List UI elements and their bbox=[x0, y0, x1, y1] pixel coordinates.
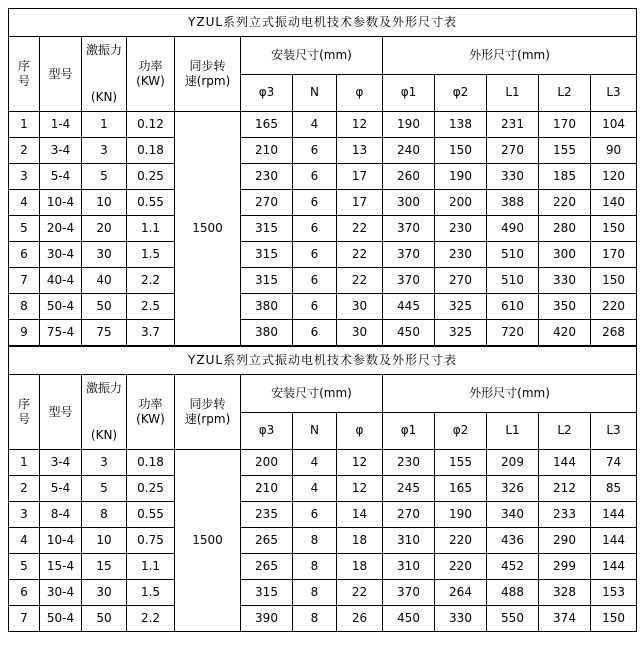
cell-power-kw: 0.55 bbox=[127, 502, 175, 528]
power-unit: (KW) bbox=[136, 412, 165, 426]
cell-l3: 90 bbox=[591, 138, 637, 164]
cell-power-kw: 0.18 bbox=[127, 138, 175, 164]
cell-phi2: 190 bbox=[435, 164, 487, 190]
cell-phi3: 235 bbox=[241, 502, 293, 528]
cell-phi3: 315 bbox=[241, 216, 293, 242]
cell-model: 40-4 bbox=[40, 268, 82, 294]
cell-force-kn: 50 bbox=[82, 606, 127, 632]
cell-l2: 280 bbox=[539, 216, 591, 242]
cell-phi1: 370 bbox=[383, 268, 435, 294]
col-header-phi1: φ1 bbox=[383, 412, 435, 450]
cell-l1: 436 bbox=[487, 528, 539, 554]
cell-force-kn: 3 bbox=[82, 138, 127, 164]
cell-phi2: 330 bbox=[435, 606, 487, 632]
cell-force-kn: 1 bbox=[82, 112, 127, 138]
table-row bbox=[9, 554, 637, 580]
cell-l1: 610 bbox=[487, 294, 539, 320]
cell-model: 10-4 bbox=[40, 528, 82, 554]
cell-phi3: 200 bbox=[241, 450, 293, 476]
cell-phi2: 220 bbox=[435, 528, 487, 554]
speed-label-line2: 速(rpm) bbox=[184, 74, 231, 88]
cell-seq: 2 bbox=[9, 476, 40, 502]
col-header-phi2: φ2 bbox=[435, 74, 487, 112]
cell-l1: 720 bbox=[487, 320, 539, 346]
col-header-l3: L3 bbox=[591, 74, 637, 112]
cell-model: 5-4 bbox=[40, 164, 82, 190]
col-header-phi: φ bbox=[337, 412, 383, 450]
cell-seq: 3 bbox=[9, 164, 40, 190]
cell-phi2: 155 bbox=[435, 450, 487, 476]
cell-power-kw: 1.1 bbox=[127, 554, 175, 580]
cell-phi3: 270 bbox=[241, 190, 293, 216]
cell-l1: 270 bbox=[487, 138, 539, 164]
col-group-mounting-dims: 安装尺寸(mm) bbox=[241, 37, 383, 75]
cell-phi1: 370 bbox=[383, 580, 435, 606]
header-row-groups bbox=[9, 375, 637, 413]
cell-phi2: 230 bbox=[435, 216, 487, 242]
cell-phi2: 190 bbox=[435, 502, 487, 528]
cell-seq: 6 bbox=[9, 242, 40, 268]
cell-force-kn: 8 bbox=[82, 502, 127, 528]
cell-l2: 155 bbox=[539, 138, 591, 164]
cell-phi2: 220 bbox=[435, 554, 487, 580]
cell-force-kn: 10 bbox=[82, 190, 127, 216]
cell-phi1: 450 bbox=[383, 320, 435, 346]
cell-power-kw: 0.18 bbox=[127, 450, 175, 476]
cell-l3: 268 bbox=[591, 320, 637, 346]
cell-model: 10-4 bbox=[40, 190, 82, 216]
force-label: 激振力 bbox=[85, 381, 122, 395]
cell-l3: 150 bbox=[591, 268, 637, 294]
cell-model: 1-4 bbox=[40, 112, 82, 138]
cell-l3: 150 bbox=[591, 606, 637, 632]
cell-phi1: 370 bbox=[383, 242, 435, 268]
cell-l3: 150 bbox=[591, 216, 637, 242]
cell-phi1: 240 bbox=[383, 138, 435, 164]
cell-model: 3-4 bbox=[40, 138, 82, 164]
cell-phi2: 264 bbox=[435, 580, 487, 606]
cell-phi: 12 bbox=[337, 112, 383, 138]
col-header-seq bbox=[9, 37, 40, 112]
cell-l2: 299 bbox=[539, 554, 591, 580]
cell-l3: 144 bbox=[591, 554, 637, 580]
cell-n: 6 bbox=[293, 216, 337, 242]
col-header-n: N bbox=[293, 74, 337, 112]
cell-phi1: 260 bbox=[383, 164, 435, 190]
cell-seq: 6 bbox=[9, 580, 40, 606]
cell-l1: 550 bbox=[487, 606, 539, 632]
cell-phi: 12 bbox=[337, 476, 383, 502]
col-header-l1: L1 bbox=[487, 412, 539, 450]
spec-table-1 bbox=[8, 8, 637, 346]
title-row bbox=[9, 347, 637, 375]
col-header-l2: L2 bbox=[539, 74, 591, 112]
cell-l1: 452 bbox=[487, 554, 539, 580]
cell-l3: 170 bbox=[591, 242, 637, 268]
cell-phi3: 265 bbox=[241, 554, 293, 580]
cell-phi: 12 bbox=[337, 450, 383, 476]
cell-seq: 1 bbox=[9, 112, 40, 138]
cell-phi3: 210 bbox=[241, 476, 293, 502]
cell-force-kn: 75 bbox=[82, 320, 127, 346]
cell-l1: 340 bbox=[487, 502, 539, 528]
cell-phi: 17 bbox=[337, 164, 383, 190]
cell-l1: 510 bbox=[487, 268, 539, 294]
cell-l3: 144 bbox=[591, 502, 637, 528]
cell-l2: 350 bbox=[539, 294, 591, 320]
table-1-body bbox=[9, 112, 637, 346]
cell-phi2: 270 bbox=[435, 268, 487, 294]
cell-power-kw: 1.1 bbox=[127, 216, 175, 242]
table-row bbox=[9, 580, 637, 606]
cell-phi2: 325 bbox=[435, 320, 487, 346]
cell-phi1: 445 bbox=[383, 294, 435, 320]
table-2-body bbox=[9, 450, 637, 632]
col-group-outline-dims: 外形尺寸(mm) bbox=[383, 375, 637, 413]
cell-power-kw: 0.25 bbox=[127, 476, 175, 502]
cell-n: 8 bbox=[293, 580, 337, 606]
table-2-header bbox=[9, 347, 637, 450]
table-row bbox=[9, 450, 637, 476]
seq-label-line1: 序 bbox=[17, 397, 30, 411]
col-header-phi2: φ2 bbox=[435, 412, 487, 450]
cell-phi3: 315 bbox=[241, 268, 293, 294]
cell-phi3: 315 bbox=[241, 580, 293, 606]
cell-speed-rpm: 1500 bbox=[175, 450, 241, 632]
cell-l2: 144 bbox=[539, 450, 591, 476]
cell-model: 30-4 bbox=[40, 580, 82, 606]
col-header-phi3: φ3 bbox=[241, 74, 293, 112]
table-row bbox=[9, 138, 637, 164]
force-unit: (KN) bbox=[90, 428, 118, 442]
cell-power-kw: 1.5 bbox=[127, 242, 175, 268]
cell-phi: 17 bbox=[337, 190, 383, 216]
table-row bbox=[9, 528, 637, 554]
cell-phi: 26 bbox=[337, 606, 383, 632]
table-row bbox=[9, 268, 637, 294]
cell-phi: 13 bbox=[337, 138, 383, 164]
col-header-l3: L3 bbox=[591, 412, 637, 450]
table-1-header bbox=[9, 9, 637, 112]
cell-l3: 85 bbox=[591, 476, 637, 502]
cell-phi: 14 bbox=[337, 502, 383, 528]
cell-l3: 144 bbox=[591, 528, 637, 554]
cell-n: 4 bbox=[293, 112, 337, 138]
cell-l1: 388 bbox=[487, 190, 539, 216]
cell-l3: 120 bbox=[591, 164, 637, 190]
cell-phi: 22 bbox=[337, 216, 383, 242]
table-row bbox=[9, 112, 637, 138]
cell-n: 8 bbox=[293, 554, 337, 580]
cell-n: 6 bbox=[293, 242, 337, 268]
cell-force-kn: 30 bbox=[82, 580, 127, 606]
col-header-phi: φ bbox=[337, 74, 383, 112]
seq-label-line2: 号 bbox=[17, 412, 30, 426]
cell-l1: 326 bbox=[487, 476, 539, 502]
cell-force-kn: 30 bbox=[82, 242, 127, 268]
cell-phi2: 138 bbox=[435, 112, 487, 138]
speed-label-line1: 同步转 bbox=[189, 397, 226, 411]
cell-n: 6 bbox=[293, 138, 337, 164]
table-row bbox=[9, 606, 637, 632]
cell-l2: 220 bbox=[539, 190, 591, 216]
cell-phi: 30 bbox=[337, 320, 383, 346]
col-header-phi3: φ3 bbox=[241, 412, 293, 450]
force-unit: (KN) bbox=[90, 90, 118, 104]
cell-phi1: 245 bbox=[383, 476, 435, 502]
cell-seq: 4 bbox=[9, 528, 40, 554]
power-label: 功率 bbox=[138, 59, 163, 73]
speed-label-line1: 同步转 bbox=[189, 59, 226, 73]
power-label: 功率 bbox=[138, 397, 163, 411]
table-row bbox=[9, 502, 637, 528]
cell-model: 50-4 bbox=[40, 606, 82, 632]
cell-n: 6 bbox=[293, 164, 337, 190]
cell-phi3: 380 bbox=[241, 294, 293, 320]
cell-phi2: 165 bbox=[435, 476, 487, 502]
table-row bbox=[9, 294, 637, 320]
table-title: YZUL系列立式振动电机技术参数及外形尺寸表 bbox=[9, 347, 637, 375]
cell-model: 15-4 bbox=[40, 554, 82, 580]
cell-n: 6 bbox=[293, 294, 337, 320]
cell-phi3: 315 bbox=[241, 242, 293, 268]
cell-seq: 7 bbox=[9, 606, 40, 632]
cell-phi3: 210 bbox=[241, 138, 293, 164]
cell-phi2: 325 bbox=[435, 294, 487, 320]
cell-force-kn: 20 bbox=[82, 216, 127, 242]
cell-l1: 490 bbox=[487, 216, 539, 242]
table-title: YZUL系列立式振动电机技术参数及外形尺寸表 bbox=[9, 9, 637, 37]
cell-l1: 209 bbox=[487, 450, 539, 476]
cell-seq: 5 bbox=[9, 554, 40, 580]
cell-force-kn: 5 bbox=[82, 164, 127, 190]
cell-n: 4 bbox=[293, 476, 337, 502]
cell-l2: 290 bbox=[539, 528, 591, 554]
cell-l3: 153 bbox=[591, 580, 637, 606]
cell-speed-rpm: 1500 bbox=[175, 112, 241, 346]
cell-seq: 1 bbox=[9, 450, 40, 476]
cell-n: 4 bbox=[293, 450, 337, 476]
col-header-n: N bbox=[293, 412, 337, 450]
cell-phi: 22 bbox=[337, 268, 383, 294]
cell-phi1: 310 bbox=[383, 554, 435, 580]
cell-force-kn: 50 bbox=[82, 294, 127, 320]
cell-model: 75-4 bbox=[40, 320, 82, 346]
cell-l3: 220 bbox=[591, 294, 637, 320]
cell-model: 3-4 bbox=[40, 450, 82, 476]
cell-l2: 328 bbox=[539, 580, 591, 606]
header-row-groups bbox=[9, 37, 637, 75]
cell-l1: 488 bbox=[487, 580, 539, 606]
cell-phi3: 380 bbox=[241, 320, 293, 346]
table-row bbox=[9, 216, 637, 242]
cell-power-kw: 0.12 bbox=[127, 112, 175, 138]
col-header-speed bbox=[175, 37, 241, 112]
power-unit: (KW) bbox=[136, 74, 165, 88]
cell-phi1: 450 bbox=[383, 606, 435, 632]
col-header-power bbox=[127, 375, 175, 450]
cell-force-kn: 10 bbox=[82, 528, 127, 554]
cell-power-kw: 2.5 bbox=[127, 294, 175, 320]
cell-power-kw: 2.2 bbox=[127, 606, 175, 632]
col-group-outline-dims: 外形尺寸(mm) bbox=[383, 37, 637, 75]
table-row bbox=[9, 242, 637, 268]
cell-phi1: 230 bbox=[383, 450, 435, 476]
cell-l1: 330 bbox=[487, 164, 539, 190]
col-header-speed bbox=[175, 375, 241, 450]
cell-phi1: 190 bbox=[383, 112, 435, 138]
cell-force-kn: 5 bbox=[82, 476, 127, 502]
cell-seq: 3 bbox=[9, 502, 40, 528]
spec-table-2 bbox=[8, 346, 637, 632]
cell-seq: 5 bbox=[9, 216, 40, 242]
cell-phi3: 165 bbox=[241, 112, 293, 138]
cell-l3: 104 bbox=[591, 112, 637, 138]
cell-phi3: 390 bbox=[241, 606, 293, 632]
cell-phi: 22 bbox=[337, 580, 383, 606]
cell-l2: 420 bbox=[539, 320, 591, 346]
cell-model: 30-4 bbox=[40, 242, 82, 268]
cell-l1: 231 bbox=[487, 112, 539, 138]
cell-model: 20-4 bbox=[40, 216, 82, 242]
force-label: 激振力 bbox=[85, 43, 122, 57]
cell-model: 5-4 bbox=[40, 476, 82, 502]
col-header-l2: L2 bbox=[539, 412, 591, 450]
cell-phi3: 230 bbox=[241, 164, 293, 190]
cell-phi: 22 bbox=[337, 242, 383, 268]
cell-l3: 74 bbox=[591, 450, 637, 476]
cell-l2: 374 bbox=[539, 606, 591, 632]
cell-n: 6 bbox=[293, 502, 337, 528]
cell-l2: 170 bbox=[539, 112, 591, 138]
cell-power-kw: 2.2 bbox=[127, 268, 175, 294]
cell-phi2: 200 bbox=[435, 190, 487, 216]
col-header-force bbox=[82, 375, 127, 450]
table-row bbox=[9, 190, 637, 216]
seq-label-line2: 号 bbox=[17, 74, 30, 88]
cell-phi: 30 bbox=[337, 294, 383, 320]
cell-power-kw: 1.5 bbox=[127, 580, 175, 606]
table-row bbox=[9, 476, 637, 502]
col-group-mounting-dims: 安装尺寸(mm) bbox=[241, 375, 383, 413]
cell-force-kn: 40 bbox=[82, 268, 127, 294]
cell-n: 8 bbox=[293, 606, 337, 632]
cell-n: 6 bbox=[293, 320, 337, 346]
cell-l2: 212 bbox=[539, 476, 591, 502]
cell-power-kw: 0.55 bbox=[127, 190, 175, 216]
cell-phi: 18 bbox=[337, 554, 383, 580]
cell-power-kw: 0.75 bbox=[127, 528, 175, 554]
cell-n: 8 bbox=[293, 528, 337, 554]
cell-n: 6 bbox=[293, 268, 337, 294]
cell-phi2: 150 bbox=[435, 138, 487, 164]
col-header-phi1: φ1 bbox=[383, 74, 435, 112]
cell-seq: 9 bbox=[9, 320, 40, 346]
cell-n: 6 bbox=[293, 190, 337, 216]
col-header-model: 型号 bbox=[40, 375, 82, 450]
cell-seq: 2 bbox=[9, 138, 40, 164]
seq-label-line1: 序 bbox=[17, 59, 30, 73]
cell-l2: 300 bbox=[539, 242, 591, 268]
col-header-power bbox=[127, 37, 175, 112]
cell-phi1: 270 bbox=[383, 502, 435, 528]
cell-phi2: 230 bbox=[435, 242, 487, 268]
cell-phi1: 300 bbox=[383, 190, 435, 216]
cell-l3: 140 bbox=[591, 190, 637, 216]
cell-seq: 4 bbox=[9, 190, 40, 216]
cell-phi1: 310 bbox=[383, 528, 435, 554]
cell-phi3: 265 bbox=[241, 528, 293, 554]
speed-label-line2: 速(rpm) bbox=[184, 412, 231, 426]
cell-phi: 18 bbox=[337, 528, 383, 554]
cell-power-kw: 3.7 bbox=[127, 320, 175, 346]
col-header-force bbox=[82, 37, 127, 112]
cell-l1: 510 bbox=[487, 242, 539, 268]
title-row bbox=[9, 9, 637, 37]
table-row bbox=[9, 320, 637, 346]
cell-phi1: 370 bbox=[383, 216, 435, 242]
col-header-seq bbox=[9, 375, 40, 450]
col-header-l1: L1 bbox=[487, 74, 539, 112]
cell-force-kn: 3 bbox=[82, 450, 127, 476]
cell-seq: 8 bbox=[9, 294, 40, 320]
cell-l2: 330 bbox=[539, 268, 591, 294]
cell-force-kn: 15 bbox=[82, 554, 127, 580]
cell-l2: 233 bbox=[539, 502, 591, 528]
cell-model: 50-4 bbox=[40, 294, 82, 320]
cell-l2: 185 bbox=[539, 164, 591, 190]
cell-seq: 7 bbox=[9, 268, 40, 294]
cell-power-kw: 0.25 bbox=[127, 164, 175, 190]
table-row bbox=[9, 164, 637, 190]
col-header-model: 型号 bbox=[40, 37, 82, 112]
cell-model: 8-4 bbox=[40, 502, 82, 528]
